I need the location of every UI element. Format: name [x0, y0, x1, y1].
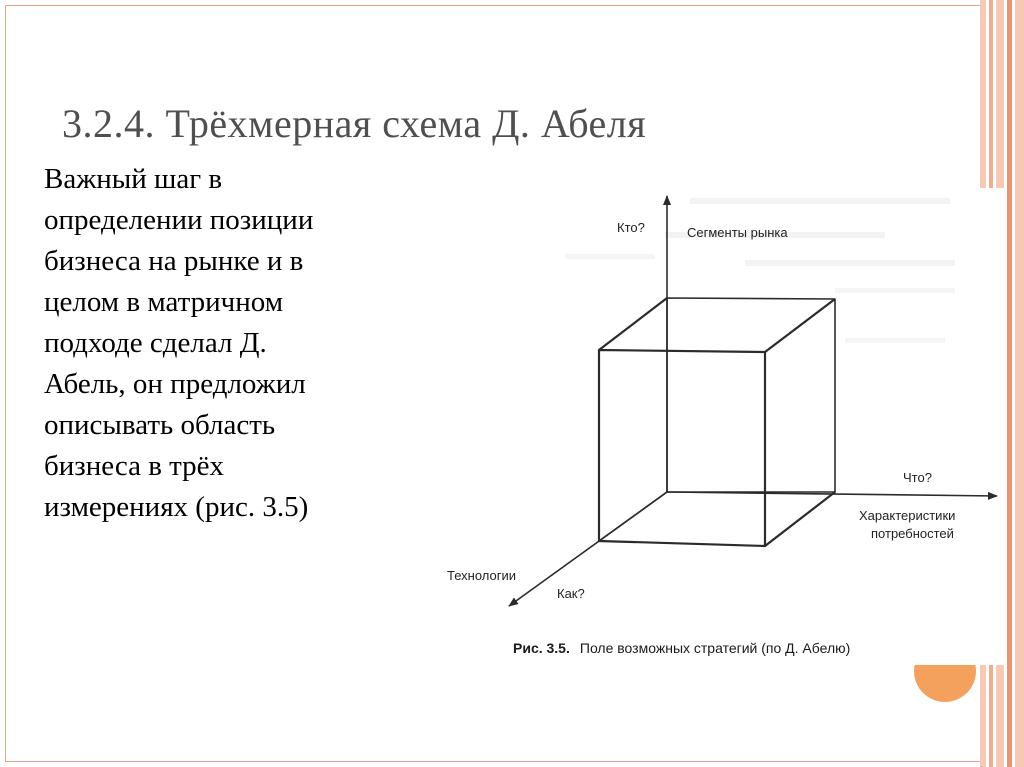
cube-edge-bottom-right	[765, 492, 835, 546]
slide-title: 3.2.4. Трёхмерная схема Д. Абеля	[62, 101, 647, 146]
strategy-cube	[599, 298, 835, 546]
axis-how-question: Как?	[557, 586, 585, 601]
axis-who-label: Сегменты рынка	[687, 225, 788, 240]
body-text: Важный шаг в определении позиции бизнеса на рынке и в целом в матричном подходе сделал Д. Абель, он предложил описывать область бизнеса в трёх измерениях (рис. 3.5)	[44, 163, 314, 523]
stripe-4	[1007, 0, 1012, 767]
stripe-5	[1015, 0, 1024, 767]
axis-who-question: Кто?	[617, 220, 645, 235]
cube-front-face	[599, 350, 765, 546]
axis-what-question: Что?	[903, 470, 932, 485]
axis-what-label-line1: Характеристики	[859, 508, 956, 523]
axis-how-label: Технологии	[447, 568, 517, 583]
cube-edge-bottom-left	[599, 492, 667, 541]
figure-caption	[513, 640, 850, 657]
caption-prefix: Рис. 3.5.	[513, 640, 570, 656]
cube-back-face	[667, 298, 835, 492]
cube-edge-top-left	[599, 298, 667, 350]
axis-what-label-line2: потребностей	[871, 526, 954, 541]
caption-text: Поле возможных стратегий (по Д. Абелю)	[579, 640, 851, 656]
figure-panel	[445, 188, 1005, 665]
abell-diagram	[445, 188, 1005, 665]
cube-edge-top-right	[765, 299, 835, 352]
